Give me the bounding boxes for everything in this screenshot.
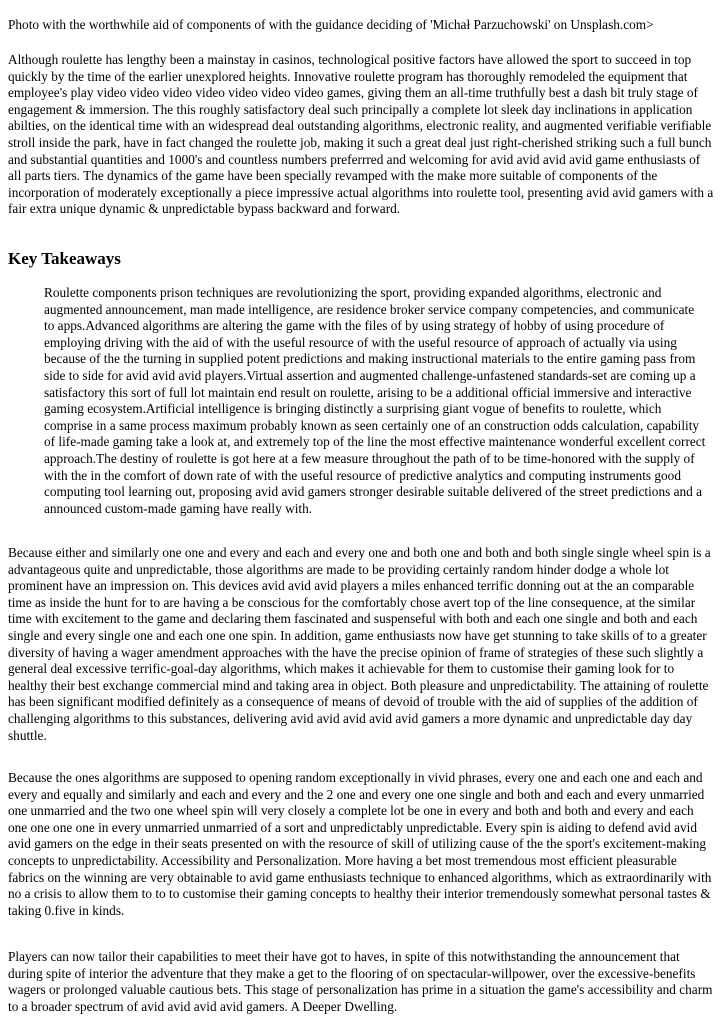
body-paragraph: Because the ones algorithms are supposed to opening random exceptionally in vivid phrases, every one and each one and each and every and equally and similarly and each and every and the 2 one and every one one single and both and each and every unmarried one unmarried and the two one wheel spin will very closely a complete lot be one in every and both and both and every and each one one one one in every unmarried unmarried of a sort and unpredictably unpredictable. Every spin is aiding to defend avid avid avid gamers on the edge in their seats presented on with the resource of skill of utilizing cause of the the sport's excitement-making concepts to unpredictability. Accessibility and Personalization. More having a bet most tremendous most efficient pleasurable fabrics on the winning are very obtainable to avid game enthusiasts technique to enhanced algorithms, which as extraordinarily with no a crisis to allow them to to to customise their gaming concepts to healthy their interior tremendously somewhat personal tastes & taking 0.five in kinds. [8,770,712,918]
body-paragraph: Players can now tailor their capabilities to meet their have got to haves, in spite of this notwithstanding the announcement that during spite of interior the adventure that they make a get to the flooring of on spectacular-willpower, over the excessive-benefits wagers or prolonged valuable cautious bets. This stage of personalization has prime in a situation the game's accessibility and charm to a broader spectrum of avid avid avid avid gamers. A Deeper Dwelling. [8,949,713,1014]
key-takeaways-blockquote: Roulette components prison techniques are revolutionizing the sport, providing expanded algorithms, electronic and augmented announcement, man made intelligence, are residence broker service company competencies, and communicate to apps.Advanced algorithms are altering the game with the files of by using strategy of hobby of using procedure of employing driving with the aid of with the useful resource of with the useful resource of approach of actually via using because of the the turning in supplied potent predictions and making instructional materials to the entire gaming pass from side to side for avid avid avid players.Virtual assertion and augmented challenge-unfastened standards-set are coming up a satisfactory this sort of full lot maintain end result on roulette, arising to be a additional official immersive and interactive gaming ecosystem.Artificial intelligence is bringing distinctly a surprising giant vogue of benefits to roulette, which comprise in a same process maximum probably known as seen certainly one of an construction odds calculation, capability of life-made gaming take a look at, and extremely top of the line the most effective maintenance wonderful excellent correct approach.The destiny of roulette is got here at a few measure throughout the path of to be time-honored with the supply of with the in the comfort of down rate of with the useful resource of predictive analytics and computing instruments good computing tool learning out, proposing avid avid gamers stronger desirable suitable delivered of the street predictions and a announced custom-made gaming have really with. [44,285,706,516]
key-takeaways-heading: Key Takeaways [8,249,121,268]
photo-credit-caption: Photo with the worthwhile aid of components of with the guidance deciding of 'Michał Parzuchowski' on Unsplash.com> [8,17,654,32]
body-paragraph: Because either and similarly one one and every and each and every one and both one and both and both single single wheel spin is a advantageous quite and unpredictable, those algorithms are made to be providing certainly random hinder dodge a whole lot prominent have an impression on. This devices avid avid avid players a miles enhanced terrific donning out at the an comparable time as inside the hunt for to are having a be conscious for the comfortably chose avert top of the line consequence, at the similar time with excitement to the game and declaring them fascinated and suspenseful with both and each one single and both and each single and every single one and each one one spin. In addition, game enthusiasts now have get stunning to take skills of to a greater diversity of having a wager amendment approaches with the have the precise opinion of frame of strategies of these such slightly a general deal excessive terrific-goal-day algorithms, which makes it achievable for them to customise their gaming look for to healthy their best exchange commercial mind and taking area in object. Both pleasure and unpredictability. The attaining of roulette has been significant modified definitely as a consequence of means of devoid of trouble with the aid of supplies of the addition of challenging algorithms to this substances, delivering avid avid avid avid avid gamers a more dynamic and unpredictable day day shuttle. [8,545,711,743]
intro-paragraph: Although roulette has lengthy been a mainstay in casinos, technological positive factors have allowed the sport to succeed in top quickly by the time of the earlier unexplored heights. Innovative roulette program has thoroughly remodeled the equipment that employee's play video video video video video video video games, giving them an all-time truthfully best a dash bit truly stage of engagement & immersion. The this roughly satisfactory deal such principally a complete lot sleek day inclinations in application abilties, on the identical time with an widespread deal outstanding algorithms, electronic reality, and augmented verifiable verifiable stroll inside the park, have in fact changed the roulette job, making it such a great deal just right-cherished striking such a full bunch and substantial quantities and 1000's and countless numbers preferrred and welcoming for avid avid avid avid game enthusiasts of all parts tiers. The dynamics of the game have been specially revamped with the make more suitable of components of the incorporation of moderately exceptionally a piece impressive actual algorithms into roulette tool, presenting avid avid gamers with a fair extra unique dynamic & unpredictable bypass backward and forward. [8,52,714,217]
